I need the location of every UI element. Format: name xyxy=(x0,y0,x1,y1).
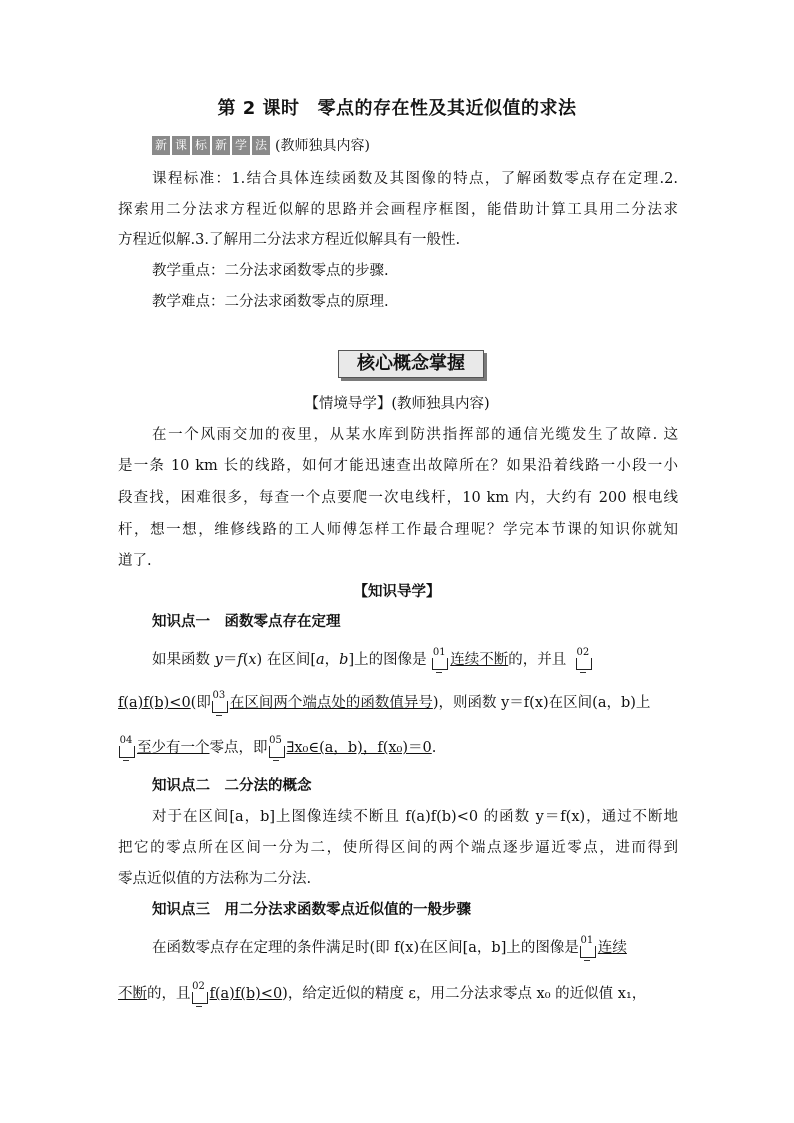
blank-box xyxy=(119,746,135,758)
answer-blank-04[interactable] xyxy=(118,737,134,759)
blank-box xyxy=(192,992,208,1004)
kp3-text: 的，且 xyxy=(147,986,191,1002)
blank-number: 03 xyxy=(212,690,226,701)
blank-box xyxy=(432,658,448,670)
badge-char: 新 xyxy=(212,136,230,155)
blank-dash xyxy=(216,715,222,716)
situation-line-2: 是一条 10 km 长的线路，如何才能迅速查出故障所在？如果沿着线路一小段一小 xyxy=(118,458,678,474)
answer-blank-02b[interactable] xyxy=(191,983,207,1005)
blank-dash xyxy=(123,760,129,761)
answer-blank-01b[interactable] xyxy=(579,937,595,959)
kp1-text: 的，并且 xyxy=(508,652,567,668)
kp3-line-1 xyxy=(152,937,678,959)
situation-line-3: 段查找，困难很多，每查一个点要爬一次电线杆，10 km 内，大约有 200 根电线 xyxy=(118,490,678,506)
blank-box xyxy=(212,701,228,713)
standard-line-2: 探索用二分法求方程近似解的思路并会画程序框图，能借助计算工具用二分法求 xyxy=(118,202,678,218)
situation-line-5: 道了. xyxy=(118,553,152,569)
kp1-text: ]上的图像是 xyxy=(348,652,427,668)
kp1-line-1 xyxy=(152,649,678,671)
badge-char: 法 xyxy=(252,136,270,155)
kp1-var: b xyxy=(339,652,349,668)
kp2-line-3: 零点近似值的方法称为二分法. xyxy=(118,871,312,887)
standard-line-3: 方程近似解.3.了解用二分法求方程近似解具有一般性. xyxy=(118,232,461,248)
badge-note: (教师独具内容) xyxy=(275,138,370,154)
situation-line-4: 杆，想一想，维修线路的工人师傅怎样工作最合理呢？学完本节课的知识你就知 xyxy=(118,522,678,538)
answer-03: 在区间两个端点处的函数值异号 xyxy=(229,695,433,711)
answer-blank-03[interactable] xyxy=(211,692,227,714)
kp3-line-2 xyxy=(118,983,678,1005)
answer-01b-cont: 不断 xyxy=(118,986,147,1002)
kp1-var: x xyxy=(248,652,257,668)
banner-label: 核心概念掌握 xyxy=(338,350,484,378)
kp1-text: )，则函数 y＝f(x)在区间(a，b)上 xyxy=(432,695,651,711)
kp1-var: a xyxy=(315,652,325,668)
section-banner xyxy=(338,350,484,378)
title-topic: 零点的存在性及其近似值的求法 xyxy=(317,98,577,119)
blank-dash xyxy=(273,760,279,761)
answer-blank-05[interactable] xyxy=(268,737,284,759)
kp1-text: 如果函数 xyxy=(152,652,215,668)
page-title xyxy=(0,94,794,120)
kp1-text: . xyxy=(431,740,437,756)
blank-box xyxy=(576,658,592,670)
kp1-var: f xyxy=(237,652,243,668)
badge-char: 学 xyxy=(232,136,250,155)
answer-blank-01[interactable] xyxy=(431,649,447,671)
blank-dash xyxy=(584,960,590,961)
kp1-text: ) 在区间[ xyxy=(256,652,316,668)
kp2-line-1: 对于在区间[a，b]上图像连续不断且 f(a)f(b)<0 的函数 y＝f(x)，通过不断地 xyxy=(152,809,678,825)
badge-char: 课 xyxy=(172,136,190,155)
answer-05: ∃x₀∈(a，b)，f(x₀)＝0 xyxy=(286,740,432,756)
kp1-heading: 知识点一 函数零点存在定理 xyxy=(152,614,341,630)
situation-line-1: 在一个风雨交加的夜里，从某水库到防洪指挥部的通信光缆发生了故障. 这 xyxy=(152,427,678,443)
blank-number: 01 xyxy=(580,935,594,946)
blank-number: 04 xyxy=(119,735,133,746)
answer-01: 连续不断 xyxy=(450,652,509,668)
answer-blank-02[interactable] xyxy=(575,649,591,671)
kp2-line-2: 把它的零点所在区间一分为二，使所得区间的两个端点逐步逼近零点，进而得到 xyxy=(118,840,678,856)
standard-line-1: 课程标准：1.结合具体连续函数及其图像的特点，了解函数零点存在定理.2. xyxy=(152,171,678,187)
badge-char: 标 xyxy=(192,136,210,155)
situation-heading: 【情境导学】(教师独具内容) xyxy=(304,396,490,412)
difficult-point: 教学难点：二分法求函数零点的原理. xyxy=(152,294,389,310)
kp1-text: ＝ xyxy=(222,652,238,668)
kp3-text: )，给定近似的精度 ε，用二分法求零点 x₀ 的近似值 x₁， xyxy=(282,986,647,1002)
key-point: 教学重点：二分法求函数零点的步骤. xyxy=(152,263,389,279)
blank-dash xyxy=(196,1006,202,1007)
title-lesson: 第 2 课时 xyxy=(217,98,300,119)
kp1-text: 零点，即 xyxy=(209,740,268,756)
blank-box xyxy=(580,946,596,958)
blank-number: 02 xyxy=(576,647,590,658)
kp1-text: ( xyxy=(242,652,249,668)
answer-04: 至少有一个 xyxy=(137,740,210,756)
kp1-var: y xyxy=(214,652,223,668)
blank-number: 01 xyxy=(432,647,446,658)
knowledge-heading: 【知识导学】 xyxy=(353,584,441,600)
kp1-line-3 xyxy=(118,737,678,759)
answer-02: f(a)f(b)<0 xyxy=(118,695,191,711)
kp1-line-2 xyxy=(118,692,678,714)
blank-number: 02 xyxy=(192,981,205,992)
blank-dash xyxy=(580,672,586,673)
kp2-heading: 知识点二 二分法的概念 xyxy=(152,778,312,794)
kp1-text: ， xyxy=(324,652,340,668)
kp1-text: (即 xyxy=(190,695,211,711)
blank-dash xyxy=(436,672,442,673)
kp3-heading: 知识点三 用二分法求函数零点近似值的一般步骤 xyxy=(152,902,471,918)
blank-box xyxy=(269,746,285,758)
answer-02b: f(a)f(b)<0 xyxy=(209,986,283,1002)
badge-char: 新 xyxy=(152,136,170,155)
blank-number: 05 xyxy=(269,735,282,746)
kp3-text: 在函数零点存在定理的条件满足时(即 f(x)在区间[a，b]上的图像是 xyxy=(152,940,579,956)
answer-01b: 连续 xyxy=(597,940,627,956)
new-standard-badge xyxy=(152,134,370,156)
